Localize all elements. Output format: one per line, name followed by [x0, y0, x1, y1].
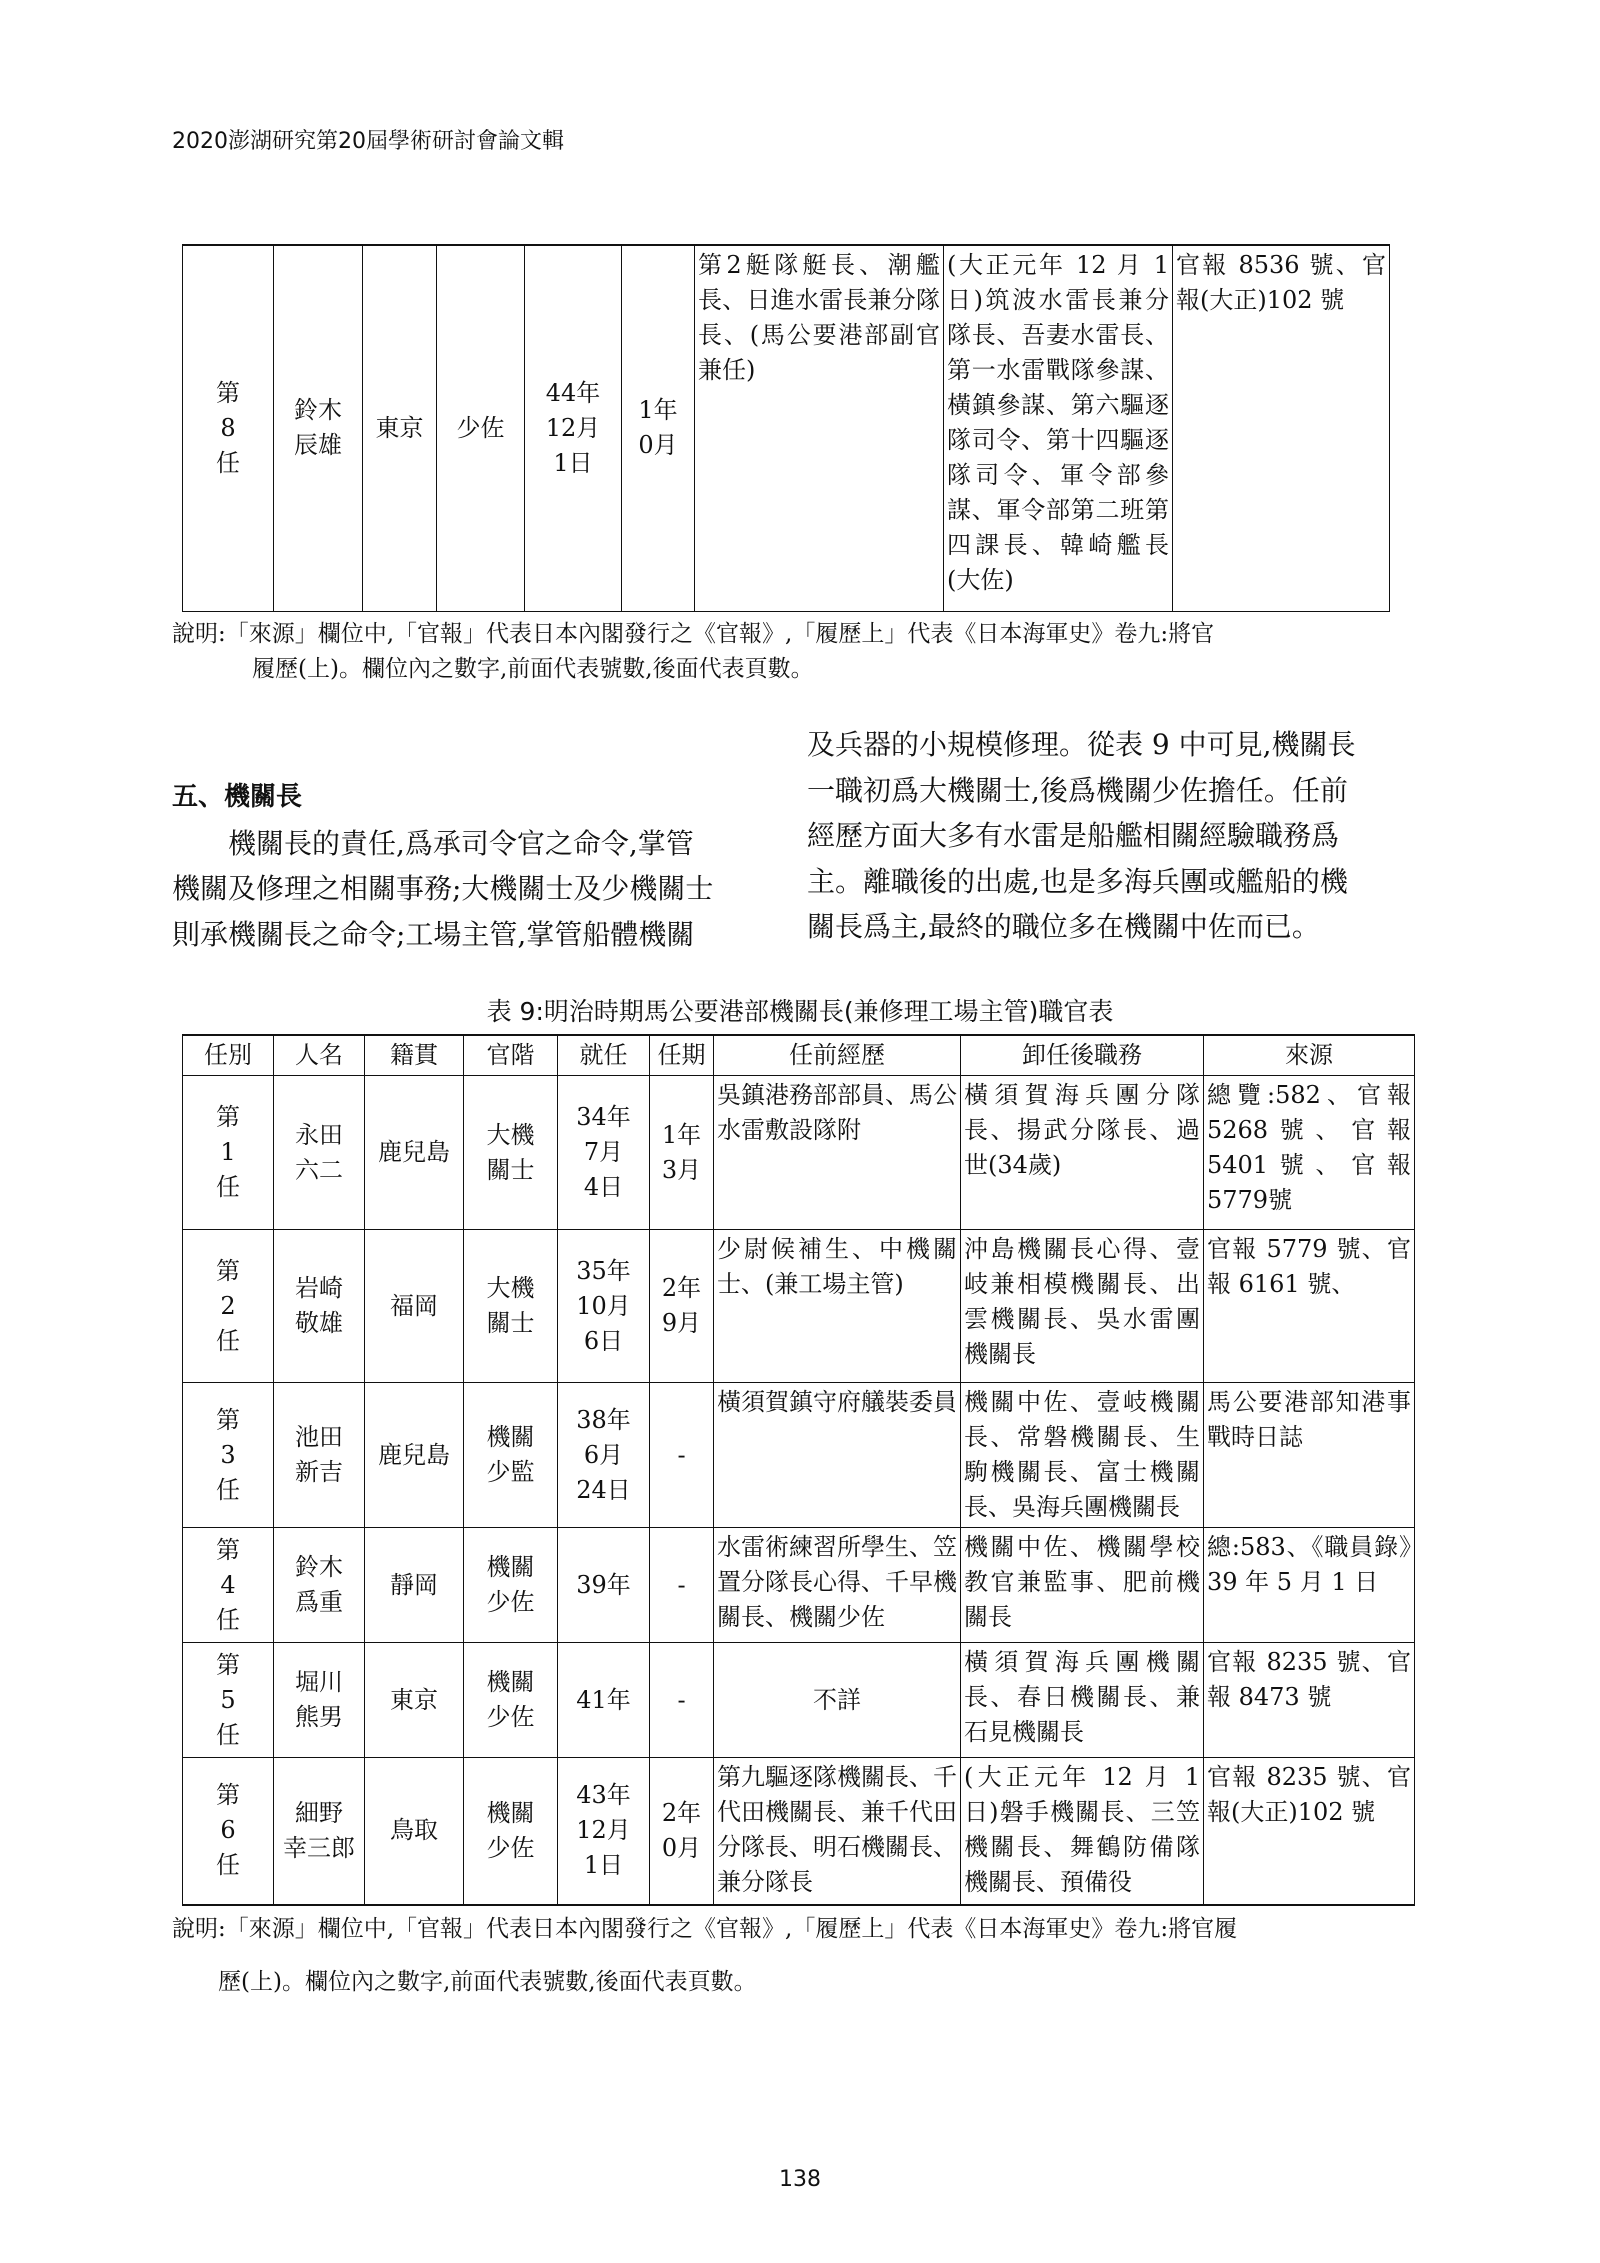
cell-prior-career: 水雷術練習所學生、笠置分隊長心得、千早機關長、機關少佐: [714, 1528, 961, 1643]
cell-name: 鈴木 爲重: [274, 1528, 365, 1643]
header-origin: 籍貫: [365, 1035, 464, 1076]
table-9-caption: 表 9:明治時期馬公要港部機關長(兼修理工場主管)職官表: [486, 997, 1114, 1026]
table-8-continued: [182, 244, 1390, 612]
cell-post-career: (大正元年 12 月 1 日)磐手機關長、三笠機關長、舞鶴防備隊機關長、預備役: [961, 1758, 1204, 1905]
cell-rank: 機關 少佐: [464, 1758, 558, 1905]
cell-name: 細野 幸三郎: [274, 1758, 365, 1905]
cell-post-career: 機關中佐、壹岐機關長、常磐機關長、生駒機關長、富士機關長、吳海兵團機關長: [961, 1383, 1204, 1528]
cell-rank: 少佐: [437, 245, 525, 611]
cell-prior-career: 第2艇隊艇長、潮艦長、日進水雷長兼分隊長、(馬公要港部副官兼任): [695, 245, 944, 611]
paragraph-line: 則承機關長之命令;工場主管,掌管船體機關: [172, 917, 695, 951]
cell-rank: 機關 少監: [464, 1383, 558, 1528]
cell-source: 官報 5779 號、官報 6161 號、: [1204, 1230, 1415, 1383]
cell-source: 官報 8235 號、官報(大正)102 號: [1204, 1758, 1415, 1905]
cell-post-career: 橫須賀海兵團分隊長、揚武分隊長、過世(34歲): [961, 1076, 1204, 1230]
cell-prior-career: 橫須賀鎮守府艤裝委員: [714, 1383, 961, 1528]
header-name: 人名: [274, 1035, 365, 1076]
table-8-note: [172, 617, 1422, 687]
cell-name: 岩崎 敬雄: [274, 1230, 365, 1383]
table-row: [183, 245, 1390, 611]
cell-name: 堀川 熊男: [274, 1643, 365, 1758]
cell-term: 第 5 任: [183, 1643, 274, 1758]
cell-source: 總覽:582、官報5268號、官報5401號、官報5779號: [1204, 1076, 1415, 1230]
cell-tenure: -: [650, 1383, 714, 1528]
cell-origin: 靜岡: [365, 1528, 464, 1643]
header-appointed: 就任: [558, 1035, 650, 1076]
cell-post-career: (大正元年 12 月 1 日)筑波水雷長兼分隊長、吾妻水雷長、第一水雷戰隊參謀、橫鎮參謀、第六驅逐隊司令、第十四驅逐隊司令、軍令部參謀、軍令部第二班第四課長、韓崎艦長(大佐): [944, 245, 1173, 611]
cell-origin: 鳥取: [365, 1758, 464, 1905]
paragraph-line: 機關長的責任,爲承司令官之命令,掌管: [228, 826, 694, 860]
cell-name: 池田 新吉: [274, 1383, 365, 1528]
note-line: 說明:「來源」欄位中,「官報」代表日本內閣發行之《官報》,「履歷上」代表《日本海軍史》卷九:將官履: [172, 1916, 1238, 1942]
cell-post-career: 沖島機關長心得、壹岐兼相模機關長、出雲機關長、吳水雷團機關長: [961, 1230, 1204, 1383]
paragraph-line: 經歷方面大多有水雷是船艦相關經驗職務爲: [807, 819, 1340, 852]
cell-origin: 鹿兒島: [365, 1383, 464, 1528]
cell-term: 第 4 任: [183, 1528, 274, 1643]
table-row: [183, 1383, 1415, 1528]
cell-name: 鈴木 辰雄: [274, 245, 363, 611]
table-9: [182, 1034, 1415, 1906]
table-row: [183, 1076, 1415, 1230]
table-row: [183, 1643, 1415, 1758]
page-number: 138: [779, 2167, 821, 2192]
paragraph-line: 關長爲主,最終的職位多在機關中佐而已。: [807, 910, 1320, 943]
cell-tenure: 2年 0月: [650, 1758, 714, 1905]
paragraph-line: 一職初爲大機關士,後爲機關少佐擔任。任前: [807, 773, 1348, 807]
cell-term: 第 8 任: [183, 245, 274, 611]
header-post-career: 卸任後職務: [961, 1035, 1204, 1076]
header-prior-career: 任前經歷: [714, 1035, 961, 1076]
note-line: 說明:「來源」欄位中,「官報」代表日本內閣發行之《官報》,「履歷上」代表《日本海軍史》卷九:將官: [172, 621, 1215, 647]
cell-origin: 鹿兒島: [365, 1076, 464, 1230]
cell-rank: 大機 關士: [464, 1230, 558, 1383]
cell-name: 永田 六二: [274, 1076, 365, 1230]
cell-post-career: 機關中佐、機關學校教官兼監事、肥前機關長: [961, 1528, 1204, 1643]
section-heading: 五、機關長: [172, 782, 303, 812]
cell-term: 第 6 任: [183, 1758, 274, 1905]
cell-tenure: -: [650, 1528, 714, 1643]
cell-appointed: 41年: [558, 1643, 650, 1758]
header-source: 來源: [1204, 1035, 1415, 1076]
cell-prior-career: 吳鎮港務部部員、馬公水雷敷設隊附: [714, 1076, 961, 1230]
paragraph-line: 主。離職後的出處,也是多海兵團或艦船的機: [807, 864, 1348, 898]
header-rank: 官階: [464, 1035, 558, 1076]
cell-prior-career: 少尉候補生、中機關士、(兼工場主管): [714, 1230, 961, 1383]
cell-source: 官報 8536 號、官報(大正)102 號: [1173, 245, 1390, 611]
header-tenure: 任期: [650, 1035, 714, 1076]
cell-source: 馬公要港部知港事戰時日誌: [1204, 1383, 1415, 1528]
body-right-column: [807, 722, 1419, 950]
cell-rank: 機關 少佐: [464, 1643, 558, 1758]
cell-term: 第 1 任: [183, 1076, 274, 1230]
table-row: [183, 1230, 1415, 1383]
table-9-note: [172, 1912, 1422, 2000]
table-row: [183, 1528, 1415, 1643]
cell-appointed: 44年 12月 1日: [525, 245, 622, 611]
note-line: 歷(上)。欄位內之數字,前面代表號數,後面代表頁數。: [218, 1969, 757, 1995]
cell-prior-career: 不詳: [714, 1643, 961, 1758]
cell-prior-career: 第九驅逐隊機關長、千代田機關長、兼千代田分隊長、明石機關長、兼分隊長: [714, 1758, 961, 1905]
cell-appointed: 43年 12月 1日: [558, 1758, 650, 1905]
table-row: [183, 1758, 1415, 1905]
cell-tenure: -: [650, 1643, 714, 1758]
cell-appointed: 35年 10月 6日: [558, 1230, 650, 1383]
body-left-column: [172, 775, 772, 957]
cell-appointed: 34年 7月 4日: [558, 1076, 650, 1230]
paragraph-line: 及兵器的小規模修理。從表 9 中可見,機關長: [807, 728, 1356, 761]
cell-appointed: 38年 6月 24日: [558, 1383, 650, 1528]
running-header: 2020澎湖研究第20屆學術研討會論文輯: [172, 129, 564, 154]
cell-tenure: 1年 3月: [650, 1076, 714, 1230]
cell-appointed: 39年: [558, 1528, 650, 1643]
cell-origin: 福岡: [365, 1230, 464, 1383]
cell-origin: 東京: [363, 245, 437, 611]
cell-rank: 機關 少佐: [464, 1528, 558, 1643]
cell-term: 第 3 任: [183, 1383, 274, 1528]
cell-tenure: 1年 0月: [622, 245, 695, 611]
paragraph-line: 機關及修理之相關事務;大機關士及少機關士: [172, 872, 714, 905]
cell-tenure: 2年 9月: [650, 1230, 714, 1383]
cell-origin: 東京: [365, 1643, 464, 1758]
cell-source: 官報 8235 號、官報 8473 號: [1204, 1643, 1415, 1758]
header-term: 任別: [183, 1035, 274, 1076]
cell-source: 總:583、《職員錄》39 年 5 月 1 日: [1204, 1528, 1415, 1643]
cell-term: 第 2 任: [183, 1230, 274, 1383]
cell-post-career: 橫須賀海兵團機關長、春日機關長、兼石見機關長: [961, 1643, 1204, 1758]
cell-rank: 大機 關士: [464, 1076, 558, 1230]
note-line: 履歷(上)。欄位內之數字,前面代表號數,後面代表頁數。: [252, 656, 814, 682]
